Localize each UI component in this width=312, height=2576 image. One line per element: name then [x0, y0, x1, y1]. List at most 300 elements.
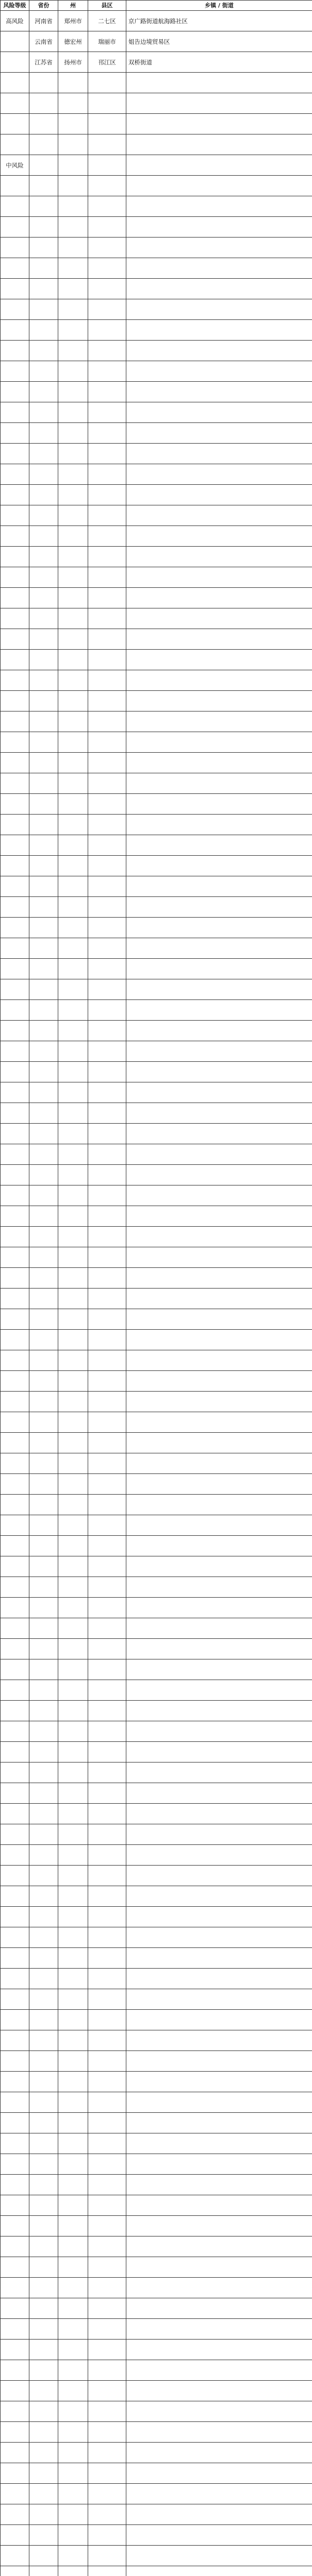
cell-risk-level	[1, 1144, 29, 1165]
cell-risk-level	[1, 73, 29, 93]
cell-city	[58, 423, 88, 444]
cell-city	[58, 2546, 88, 2566]
table-row	[1, 1453, 312, 1474]
cell-risk-level	[1, 1618, 29, 1639]
cell-district	[88, 1866, 126, 1886]
cell-province	[29, 835, 58, 856]
table-row	[1, 320, 312, 341]
cell-city	[58, 588, 88, 608]
table-row	[1, 2319, 312, 2340]
cell-risk-level	[1, 2319, 29, 2340]
table-row	[1, 1371, 312, 1392]
cell-risk-level	[1, 1598, 29, 1618]
cell-province	[29, 670, 58, 691]
cell-risk-level	[1, 444, 29, 464]
table-row	[1, 1659, 312, 1680]
cell-city	[58, 2195, 88, 2216]
cell-area	[126, 485, 312, 505]
cell-city	[58, 1433, 88, 1453]
cell-risk-level	[1, 2030, 29, 2051]
cell-district	[88, 114, 126, 134]
table-row	[1, 1886, 312, 1907]
cell-city	[58, 1165, 88, 1185]
cell-province	[29, 1330, 58, 1350]
cell-city	[58, 2298, 88, 2319]
cell-district	[88, 650, 126, 670]
cell-province	[29, 1021, 58, 1041]
cell-area	[126, 1227, 312, 1247]
cell-area	[126, 1701, 312, 1721]
cell-district	[88, 299, 126, 320]
cell-city	[58, 2340, 88, 2360]
table-row	[1, 155, 312, 176]
table-row	[1, 196, 312, 217]
cell-city	[58, 938, 88, 959]
cell-risk-level	[1, 1309, 29, 1330]
table-row	[1, 1618, 312, 1639]
cell-province	[29, 1577, 58, 1598]
cell-district	[88, 2463, 126, 2484]
cell-area	[126, 1495, 312, 1515]
cell-city	[58, 1185, 88, 1206]
table-header-row	[1, 1, 312, 11]
cell-city	[58, 320, 88, 341]
cell-district	[88, 196, 126, 217]
table-row	[1, 979, 312, 1000]
cell-area	[126, 1762, 312, 1783]
table-row	[1, 73, 312, 93]
cell-area	[126, 2443, 312, 2463]
cell-risk-level	[1, 2443, 29, 2463]
cell-province	[29, 196, 58, 217]
cell-risk-level	[1, 2113, 29, 2133]
cell-province	[29, 299, 58, 320]
cell-area	[126, 1206, 312, 1227]
cell-province	[29, 464, 58, 485]
table-row	[1, 526, 312, 547]
cell-risk-level	[1, 918, 29, 938]
cell-area	[126, 217, 312, 238]
cell-risk-level: 中风险	[1, 155, 29, 176]
cell-city	[58, 464, 88, 485]
cell-district	[88, 1330, 126, 1350]
cell-risk-level	[1, 423, 29, 444]
cell-risk-level	[1, 196, 29, 217]
cell-area	[126, 1824, 312, 1845]
cell-city	[58, 2401, 88, 2422]
cell-province	[29, 2051, 58, 2072]
cell-area	[126, 876, 312, 897]
cell-district	[88, 938, 126, 959]
cell-province	[29, 918, 58, 938]
table-row	[1, 1721, 312, 1742]
table-row	[1, 2463, 312, 2484]
cell-city	[58, 1268, 88, 1289]
cell-district	[88, 918, 126, 938]
cell-area	[126, 938, 312, 959]
cell-city	[58, 2236, 88, 2257]
cell-district	[88, 2175, 126, 2195]
cell-province	[29, 176, 58, 196]
cell-risk-level	[1, 402, 29, 423]
cell-district	[88, 2010, 126, 2030]
cell-area	[126, 93, 312, 114]
cell-city	[58, 1289, 88, 1309]
table-row	[1, 1144, 312, 1165]
cell-area	[126, 732, 312, 753]
cell-city	[58, 2484, 88, 2504]
table-row	[1, 1289, 312, 1309]
cell-area	[126, 2175, 312, 2195]
cell-risk-level	[1, 897, 29, 918]
cell-risk-level	[1, 505, 29, 526]
cell-area	[126, 2051, 312, 2072]
cell-risk-level	[1, 2175, 29, 2195]
cell-area	[126, 114, 312, 134]
cell-risk-level	[1, 2546, 29, 2566]
cell-city	[58, 382, 88, 402]
cell-risk-level	[1, 1206, 29, 1227]
cell-city	[58, 2463, 88, 2484]
cell-district	[88, 341, 126, 361]
cell-area	[126, 2381, 312, 2401]
table-row	[1, 1206, 312, 1227]
cell-area	[126, 1371, 312, 1392]
table-row	[1, 918, 312, 938]
cell-district	[88, 2154, 126, 2175]
cell-city	[58, 1227, 88, 1247]
cell-district	[88, 1886, 126, 1907]
cell-district	[88, 485, 126, 505]
cell-city	[58, 979, 88, 1000]
cell-risk-level	[1, 1371, 29, 1392]
cell-city	[58, 2566, 88, 2576]
table-row	[1, 1412, 312, 1433]
table-row	[1, 588, 312, 608]
cell-risk-level	[1, 629, 29, 650]
cell-district	[88, 670, 126, 691]
cell-area	[126, 1412, 312, 1433]
cell-province	[29, 979, 58, 1000]
cell-risk-level	[1, 93, 29, 114]
cell-risk-level	[1, 815, 29, 835]
cell-area	[126, 1474, 312, 1495]
cell-province	[29, 1289, 58, 1309]
table-row	[1, 1556, 312, 1577]
cell-risk-level	[1, 1392, 29, 1412]
cell-district	[88, 547, 126, 567]
cell-city	[58, 196, 88, 217]
cell-area	[126, 1185, 312, 1206]
cell-city	[58, 2278, 88, 2298]
cell-risk-level	[1, 2195, 29, 2216]
table-row	[1, 1989, 312, 2010]
cell-district	[88, 1783, 126, 1804]
cell-area	[126, 567, 312, 588]
cell-risk-level: 高风险	[1, 11, 29, 31]
cell-city	[58, 1309, 88, 1330]
cell-area	[126, 320, 312, 341]
cell-district	[88, 1495, 126, 1515]
table-row	[1, 2525, 312, 2546]
cell-risk-level	[1, 773, 29, 794]
cell-risk-level	[1, 258, 29, 279]
cell-district	[88, 2340, 126, 2360]
table-row	[1, 1021, 312, 1041]
cell-area	[126, 1969, 312, 1989]
cell-province	[29, 732, 58, 753]
table-row	[1, 2360, 312, 2381]
cell-province	[29, 2236, 58, 2257]
cell-area	[126, 1886, 312, 1907]
cell-area	[126, 1124, 312, 1144]
cell-area	[126, 1556, 312, 1577]
cell-city	[58, 1886, 88, 1907]
cell-city: 扬州市	[58, 52, 88, 73]
cell-risk-level	[1, 1824, 29, 1845]
table-row	[1, 2443, 312, 2463]
table-row	[1, 1969, 312, 1989]
cell-district	[88, 238, 126, 258]
cell-city	[58, 1721, 88, 1742]
cell-area	[126, 1309, 312, 1330]
cell-area	[126, 361, 312, 382]
cell-area	[126, 1721, 312, 1742]
table-row	[1, 2030, 312, 2051]
cell-city	[58, 361, 88, 382]
cell-risk-level	[1, 1639, 29, 1659]
cell-risk-level	[1, 732, 29, 753]
cell-city	[58, 114, 88, 134]
cell-province	[29, 1927, 58, 1948]
cell-risk-level	[1, 2401, 29, 2422]
cell-city	[58, 1866, 88, 1886]
table-row	[1, 1185, 312, 1206]
cell-district	[88, 2278, 126, 2298]
cell-city	[58, 2504, 88, 2525]
cell-risk-level	[1, 1969, 29, 1989]
cell-province	[29, 1000, 58, 1021]
table-row	[1, 1103, 312, 1124]
cell-area	[126, 1577, 312, 1598]
cell-risk-level	[1, 2360, 29, 2381]
cell-risk-level	[1, 1000, 29, 1021]
cell-district	[88, 2319, 126, 2340]
cell-province	[29, 423, 58, 444]
cell-area	[126, 608, 312, 629]
cell-district	[88, 1021, 126, 1041]
cell-province	[29, 2566, 58, 2576]
cell-district	[88, 1082, 126, 1103]
cell-risk-level	[1, 670, 29, 691]
cell-province	[29, 505, 58, 526]
cell-province	[29, 608, 58, 629]
table-row	[1, 1804, 312, 1824]
cell-province	[29, 134, 58, 155]
table-row	[1, 2113, 312, 2133]
table-row	[1, 2401, 312, 2422]
table-row	[1, 2298, 312, 2319]
cell-province	[29, 1371, 58, 1392]
table-row	[1, 2216, 312, 2236]
cell-province	[29, 1350, 58, 1371]
cell-city	[58, 2154, 88, 2175]
cell-city	[58, 2257, 88, 2278]
cell-province	[29, 1680, 58, 1701]
cell-city	[58, 1062, 88, 1082]
cell-district	[88, 753, 126, 773]
table-row	[1, 341, 312, 361]
cell-risk-level	[1, 794, 29, 815]
cell-district	[88, 1247, 126, 1268]
cell-city	[58, 1000, 88, 1021]
cell-area	[126, 155, 312, 176]
cell-city	[58, 176, 88, 196]
table-row	[1, 2154, 312, 2175]
cell-province	[29, 114, 58, 134]
header-city: 州	[58, 1, 88, 11]
cell-province	[29, 876, 58, 897]
header-district: 县区	[88, 1, 126, 11]
table-row	[1, 897, 312, 918]
cell-area	[126, 897, 312, 918]
cell-area	[126, 1927, 312, 1948]
cell-city	[58, 1495, 88, 1515]
table-row	[1, 1742, 312, 1762]
cell-district	[88, 2401, 126, 2422]
cell-province	[29, 2030, 58, 2051]
cell-area	[126, 650, 312, 670]
cell-area	[126, 1021, 312, 1041]
table-row	[1, 1000, 312, 1021]
table-row	[1, 176, 312, 196]
table-row	[1, 1927, 312, 1948]
cell-district	[88, 1474, 126, 1495]
cell-district	[88, 2051, 126, 2072]
cell-city: 德宏州	[58, 31, 88, 52]
cell-risk-level	[1, 835, 29, 856]
cell-province	[29, 73, 58, 93]
cell-risk-level	[1, 361, 29, 382]
cell-district	[88, 2546, 126, 2566]
cell-district	[88, 1062, 126, 1082]
cell-city	[58, 2381, 88, 2401]
table-row	[1, 1577, 312, 1598]
header-area: 乡镇 / 街道	[126, 1, 312, 11]
cell-province	[29, 258, 58, 279]
cell-district	[88, 2381, 126, 2401]
cell-risk-level	[1, 1701, 29, 1721]
cell-district	[88, 382, 126, 402]
cell-area	[126, 238, 312, 258]
cell-district	[88, 1618, 126, 1639]
cell-province	[29, 1206, 58, 1227]
cell-area	[126, 2504, 312, 2525]
cell-city	[58, 134, 88, 155]
cell-province	[29, 444, 58, 464]
cell-district	[88, 897, 126, 918]
cell-area	[126, 1289, 312, 1309]
header-risk-level: 风险等级	[1, 1, 29, 11]
cell-risk-level	[1, 1577, 29, 1598]
cell-area	[126, 1907, 312, 1927]
cell-risk-level	[1, 176, 29, 196]
cell-risk-level	[1, 526, 29, 547]
cell-district: 二七区	[88, 11, 126, 31]
cell-province	[29, 938, 58, 959]
cell-district	[88, 402, 126, 423]
cell-district	[88, 1762, 126, 1783]
cell-risk-level	[1, 938, 29, 959]
cell-province	[29, 856, 58, 876]
cell-district	[88, 1680, 126, 1701]
cell-risk-level	[1, 134, 29, 155]
cell-city	[58, 959, 88, 979]
cell-district	[88, 176, 126, 196]
cell-city	[58, 93, 88, 114]
cell-city	[58, 1453, 88, 1474]
cell-city	[58, 73, 88, 93]
cell-district	[88, 1845, 126, 1866]
cell-district	[88, 1701, 126, 1721]
cell-city	[58, 753, 88, 773]
cell-district	[88, 2566, 126, 2576]
cell-province	[29, 773, 58, 794]
cell-district	[88, 691, 126, 711]
cell-city	[58, 1907, 88, 1927]
cell-district	[88, 1227, 126, 1247]
table-row	[1, 299, 312, 320]
cell-district	[88, 711, 126, 732]
cell-area	[126, 547, 312, 567]
cell-area	[126, 856, 312, 876]
cell-risk-level	[1, 1412, 29, 1433]
cell-province	[29, 2195, 58, 2216]
cell-city	[58, 711, 88, 732]
cell-risk-level	[1, 2216, 29, 2236]
cell-city	[58, 2443, 88, 2463]
cell-risk-level	[1, 31, 29, 52]
cell-risk-level	[1, 1556, 29, 1577]
cell-risk-level	[1, 464, 29, 485]
cell-district	[88, 2216, 126, 2236]
cell-city	[58, 1536, 88, 1556]
cell-area	[126, 815, 312, 835]
cell-city	[58, 2072, 88, 2092]
cell-province	[29, 2525, 58, 2546]
cell-risk-level	[1, 1804, 29, 1824]
cell-district	[88, 2504, 126, 2525]
cell-city	[58, 155, 88, 176]
cell-risk-level	[1, 1927, 29, 1948]
cell-risk-level	[1, 320, 29, 341]
cell-risk-level	[1, 2010, 29, 2030]
table-row	[1, 505, 312, 526]
cell-area	[126, 2154, 312, 2175]
table-row	[1, 876, 312, 897]
cell-area	[126, 73, 312, 93]
cell-area: 京广路街道航海路社区	[126, 11, 312, 31]
cell-province	[29, 2072, 58, 2092]
cell-city	[58, 1969, 88, 1989]
cell-district	[88, 608, 126, 629]
table-row	[1, 2010, 312, 2030]
table-row	[1, 2546, 312, 2566]
cell-district	[88, 1041, 126, 1062]
table-row	[1, 2133, 312, 2154]
cell-risk-level	[1, 1515, 29, 1536]
cell-city	[58, 2010, 88, 2030]
